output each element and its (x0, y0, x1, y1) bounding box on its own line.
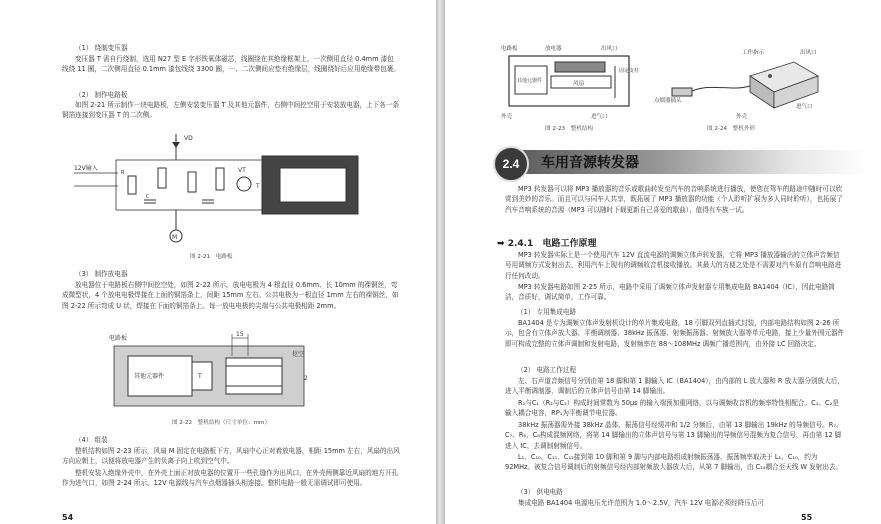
heading-make-discharger: （3） 制作放电器 (75, 270, 128, 278)
transistor-label: VT (238, 167, 246, 174)
paragraph-power: 集成电路 BA1404 电源电压允许范围为 1.0～2.5V，汽车 12V 电源必须经降压后可 (518, 499, 765, 507)
components-label: 其他元器件 (517, 78, 543, 84)
figure-2-21-caption: 图 2-21 电路板 (190, 254, 233, 260)
paragraph-transformer: 变压器 T 需自行绕制，选用 N27 型 E 字形铁氧体磁芯，线圈绕在其绝缘框架上，一次侧用直径 0.4mm 漆包线绕 11 圈，二次侧用直径 0.1mm 漆包线绕 3300 圈，一、二次侧间应垫有绝缘层，线圈绕好后应用绝缘带包裹。 (62, 55, 401, 74)
inlet-label: 进气口 (591, 114, 608, 120)
figure-2-24-exterior (650, 42, 830, 122)
motor-label: M (172, 234, 178, 241)
paragraph-process-4: L₁、C₁₀、C₁₁、C₁₂接到第 10 脚和第 9 脚与内部电路组成射频振荡器，振荡频率取决于 L₁、C₁₀，约为 92MHz。被复合信号调制后的射频信号经内部射频放大器放大后，从第 7 脚输出，由 C₁₄耦合至天线 W 发射出去。 (505, 453, 843, 472)
paragraph-circuit: MP3 转发器电路如图 2-25 所示，电路中采用了调频立体声发射器专用集成电路 BA1404（IC），因此电路简洁，音质好，调试简单，工作可靠。 (505, 283, 835, 302)
hollow-label: 挖空 (292, 351, 305, 358)
resistor-label: R (121, 170, 125, 176)
left-page (0, 0, 436, 524)
heading-ic: （1） 专用集成电路 (517, 308, 577, 316)
heading-process: （2） 电路工作过程 (517, 366, 577, 374)
figure-2-24-caption: 图 2-24 整机外形 (707, 126, 756, 132)
page-number: 54 (62, 513, 74, 522)
paragraph-process-2: R₁与C₁（R₂与C₂）构成时间常数为 50μs 的输入端预加重网络，以与调频收音机的频率特性相配合。C₁、C₂是输入耦合电容，RP₁为平衡调节电位器。 (505, 399, 839, 418)
right-page (445, 0, 881, 524)
components-label: 其他元器件 (134, 373, 165, 380)
bracket-label: 固定支柱 (619, 68, 640, 74)
section-number: 2.4 (493, 146, 529, 182)
paragraph-assembly-1: 整机结构如图 2-23 所示，风扇 M 固定在电路板下方，风扇中心正对着放电器，相距 15mm 左右，风扇的出风方向应朝上，以便将放电器产生的负离子向上吹到空气中。 (62, 447, 400, 466)
figure-2-23-caption: 图 2-23 整机结构 (545, 126, 594, 132)
paragraph-discharger: 放电器位于电路板右侧中间挖空处，如图 2-22 所示。放电电极为 4 根直径 0.6mm、长 10mm 的裸铜丝，弯成微型状，4 个放电电极焊接在上面的铜箔条上，间距 15mm 左右。公共电极为一根直径 1mm 左右的裸铜丝，如图 2-22 所示弯成 U 状，焊接在下面的铜箔条上。每一放电电极的尖端与公共电极相距 2mm。 (62, 281, 399, 310)
page-number: 55 (801, 513, 813, 522)
book-gutter (436, 0, 445, 524)
transformer-label: T (198, 373, 202, 380)
capacitor-label: C (146, 194, 150, 200)
figure-2-23-structure (495, 42, 645, 122)
discharger-label: 放电器 (545, 46, 562, 52)
paragraph-board: 如图 2-21 所示制作一块电路板，左侧安装变压器 T 及其他元器件，右侧中间挖空用于安装放电器，上下各一条铜箔连接到变压器 T 的二次侧。 (62, 101, 400, 120)
plug-label: 点烟器插头 (654, 98, 682, 104)
board-label: 电路板 (501, 46, 518, 52)
subsection-number: 2.4.1 (507, 239, 534, 249)
figure-2-22-caption: 图 2-22 整机结构（尺寸单位：mm） (172, 420, 271, 426)
input-label: 12V输入 (74, 165, 98, 172)
outlet-label: 出风口 (601, 46, 618, 52)
outlet-label: 出风口 (800, 50, 817, 56)
dimension-15: 15 (236, 331, 244, 338)
shell-label: 外壳 (736, 114, 748, 120)
heading-power: （3） 供电电路 (517, 488, 563, 496)
paragraph-principle: MP3 转发器实际上是一个使用汽车 12V 直流电源的调频立体声转发器，它将 MP3 播放器输出的立体声音频信号用调频方式发射出去，利用汽车上现有的调频收音机接收播放。其最大的方便之处是不需要对汽车原有音响电路进行任何改动。 (505, 251, 842, 280)
dimension-2: 2 (304, 375, 308, 382)
subsection-title: 电路工作原理 (542, 239, 597, 249)
subsection-heading (497, 236, 596, 249)
transformer-label: T (256, 183, 260, 190)
paragraph-ic: BA1404 是专为调频立体声发射机设计的单片集成电路，18 引脚双列直插式封装，内部电路结构如图 2-26 所示，包含有立体声放大器、平衡调制器、38kHz 振荡器、射频振荡器、射频放大器等单元电路，接上少量外围元器件即可构成完整的立体声调制和发射电路，发射频率在 88～108MHz 调频广播范围内，由外接 LC 回路决定。 (505, 319, 845, 348)
heading-assembly: （4） 组装 (75, 436, 108, 444)
heading-wind-transformer: （1） 绕制变压器 (75, 44, 128, 52)
heading-make-board: （2） 制作电路板 (75, 91, 128, 99)
arrow-icon: ➡ (497, 239, 505, 249)
paragraph-assembly-2: 整机安装入绝缘外壳中，在外壳上面正对放电器的位置开一些孔缝作为出风口，在外壳两侧靠近风扇的地方开孔作为进气口，如图 2-24 所示。12V 电源线与汽车点烟器插头相连接。整机电路一般无需调试即可使用。 (62, 469, 399, 488)
paragraph-process-1: 左、右声道音频信号分别由第 18 脚和第 1 脚输入 IC（BA1404），由内部的 L 放大器和 R 放大器分别放大后，进入平衡调制器，调制后的立体声信号由第 14 脚输出。 (505, 377, 844, 396)
board-label: 电路板 (109, 335, 128, 342)
figure-2-21-circuit-board (66, 128, 366, 250)
fan-label: 风扇 (573, 81, 585, 87)
paragraph-process-3: 38kHz 振荡器需外接 38kHz 晶体，振荡信号经缓冲和 1/2 分频后，由第 13 脚输出 19kHz 的导频信号。R₇、C₇、R₈、C₈构成混频网络，将第 14 脚输出的立体声信号与第 13 脚输出的导频信号混频为复合信号，再由第 12 脚进入 IC，去调制射频信号。 (505, 421, 843, 450)
inlet-label: 进气口 (796, 104, 813, 110)
section-title: 车用音源转发器 (541, 155, 639, 171)
diode-label: VD (184, 135, 193, 142)
indicator-label: 工作指示 (742, 50, 765, 56)
shell-label: 外壳 (501, 114, 513, 120)
paragraph-intro: MP3 转发器可以将 MP3 播放器的音乐或歌曲转发至汽车的音响系统进行播放，使您在驾车的路途中随时可以欣赏到美妙的音乐。而且可以与同车人共享，既拓展了 MP3 播放器的功能（个人聆听扩展为多人同时聆听），也拓展了汽车音响系统的音源（MP3 可以随时下载更新自己喜爱的歌曲），值得有车族一试。 (505, 185, 843, 214)
figure-2-22-structure (108, 330, 318, 414)
